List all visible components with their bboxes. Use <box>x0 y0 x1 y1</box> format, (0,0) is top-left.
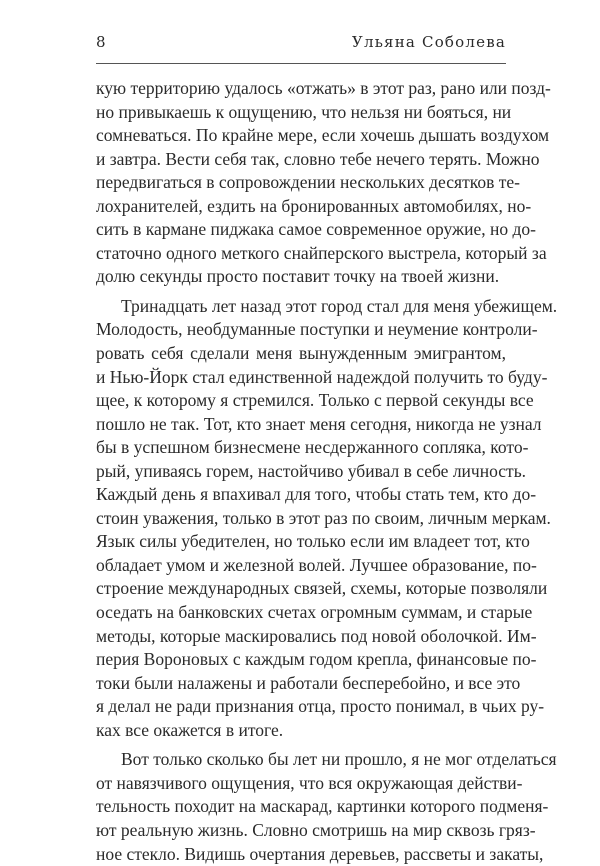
text-line: ют реальную жизнь. Словно смотришь на мир сквозь гряз- <box>96 819 506 843</box>
text-line: перия Вороновых с каждым годом крепла, финансовые по- <box>96 648 506 672</box>
running-head-author: Ульяна Соболева <box>352 33 506 51</box>
text-line: Вот только сколько бы лет ни прошло, я не мог отделаться <box>96 748 506 772</box>
text-line: кую территорию удалось «отжать» в этот раз, рано или позд- <box>96 77 506 101</box>
text-line: пошло не так. Тот, кто знает меня сегодня, никогда не узнал <box>96 413 506 437</box>
text-line: оседать на банковских счетах огромным суммам, и старые <box>96 601 506 625</box>
text-line: Тринадцать лет назад этот город стал для меня убежищем. <box>96 295 506 319</box>
page-number: 8 <box>96 33 106 51</box>
text-line: сить в кармане пиджака самое современное оружие, но до- <box>96 218 506 242</box>
text-line: токи были налажены и работали бесперебойно, и все это <box>96 672 506 696</box>
text-line: Язык силы убедителен, но только если им владеет тот, кто <box>96 530 506 554</box>
text-line: я делал не ради признания отца, просто понимал, в чьих ру- <box>96 695 506 719</box>
text-line: и Нью-Йорк стал единственной надеждой получить то буду- <box>96 366 506 390</box>
text-line: Молодость, необдуманные поступки и неумение контроли- <box>96 318 506 342</box>
text-line: статочно одного меткого снайперского выстрела, который за <box>96 242 506 266</box>
paragraph <box>96 295 506 742</box>
text-line: строение международных связей, схемы, которые позволяли <box>96 577 506 601</box>
paragraph <box>96 77 506 289</box>
text-line: и завтра. Вести себя так, словно тебе нечего терять. Можно <box>96 148 506 172</box>
page-header <box>96 33 506 59</box>
text-line: рый, упиваясь горем, настойчиво убивал в себе личность. <box>96 460 506 484</box>
text-line: лохранителей, ездить на бронированных автомобилях, но- <box>96 195 506 219</box>
text-line: сомневаться. По крайне мере, если хочешь дышать воздухом <box>96 124 506 148</box>
header-rule <box>96 63 506 64</box>
text-line: ное стекло. Видишь очертания деревьев, рассветы и закаты, <box>96 843 506 866</box>
text-line: тельность походит на маскарад, картинки которого подменя- <box>96 795 506 819</box>
text-line: от навязчивого ощущения, что вся окружающая действи- <box>96 772 506 796</box>
text-line: щее, к которому я стремился. Только с первой секунды все <box>96 389 506 413</box>
text-line: Каждый день я впахивал для того, чтобы стать тем, кто до- <box>96 483 506 507</box>
body-text <box>96 77 506 866</box>
text-line: передвигаться в сопровождении нескольких десятков те- <box>96 171 506 195</box>
text-line: бы в успешном бизнесмене несдержанного сопляка, кото- <box>96 436 506 460</box>
text-line: ках все окажется в итоге. <box>96 719 506 743</box>
text-line: методы, которые маскировались под новой оболочкой. Им- <box>96 625 506 649</box>
text-line: стоин уважения, только в этот раз по своим, личным меркам. <box>96 507 506 531</box>
text-line: но привыкаешь к ощущению, что нельзя ни бояться, ни <box>96 101 506 125</box>
text-line: ровать себя сделали меня вынужденным эмигрантом, <box>96 342 506 366</box>
text-line: долю секунды просто поставит точку на твоей жизни. <box>96 265 506 289</box>
text-line: обладает умом и железной волей. Лучшее образование, по- <box>96 554 506 578</box>
paragraph <box>96 748 506 866</box>
